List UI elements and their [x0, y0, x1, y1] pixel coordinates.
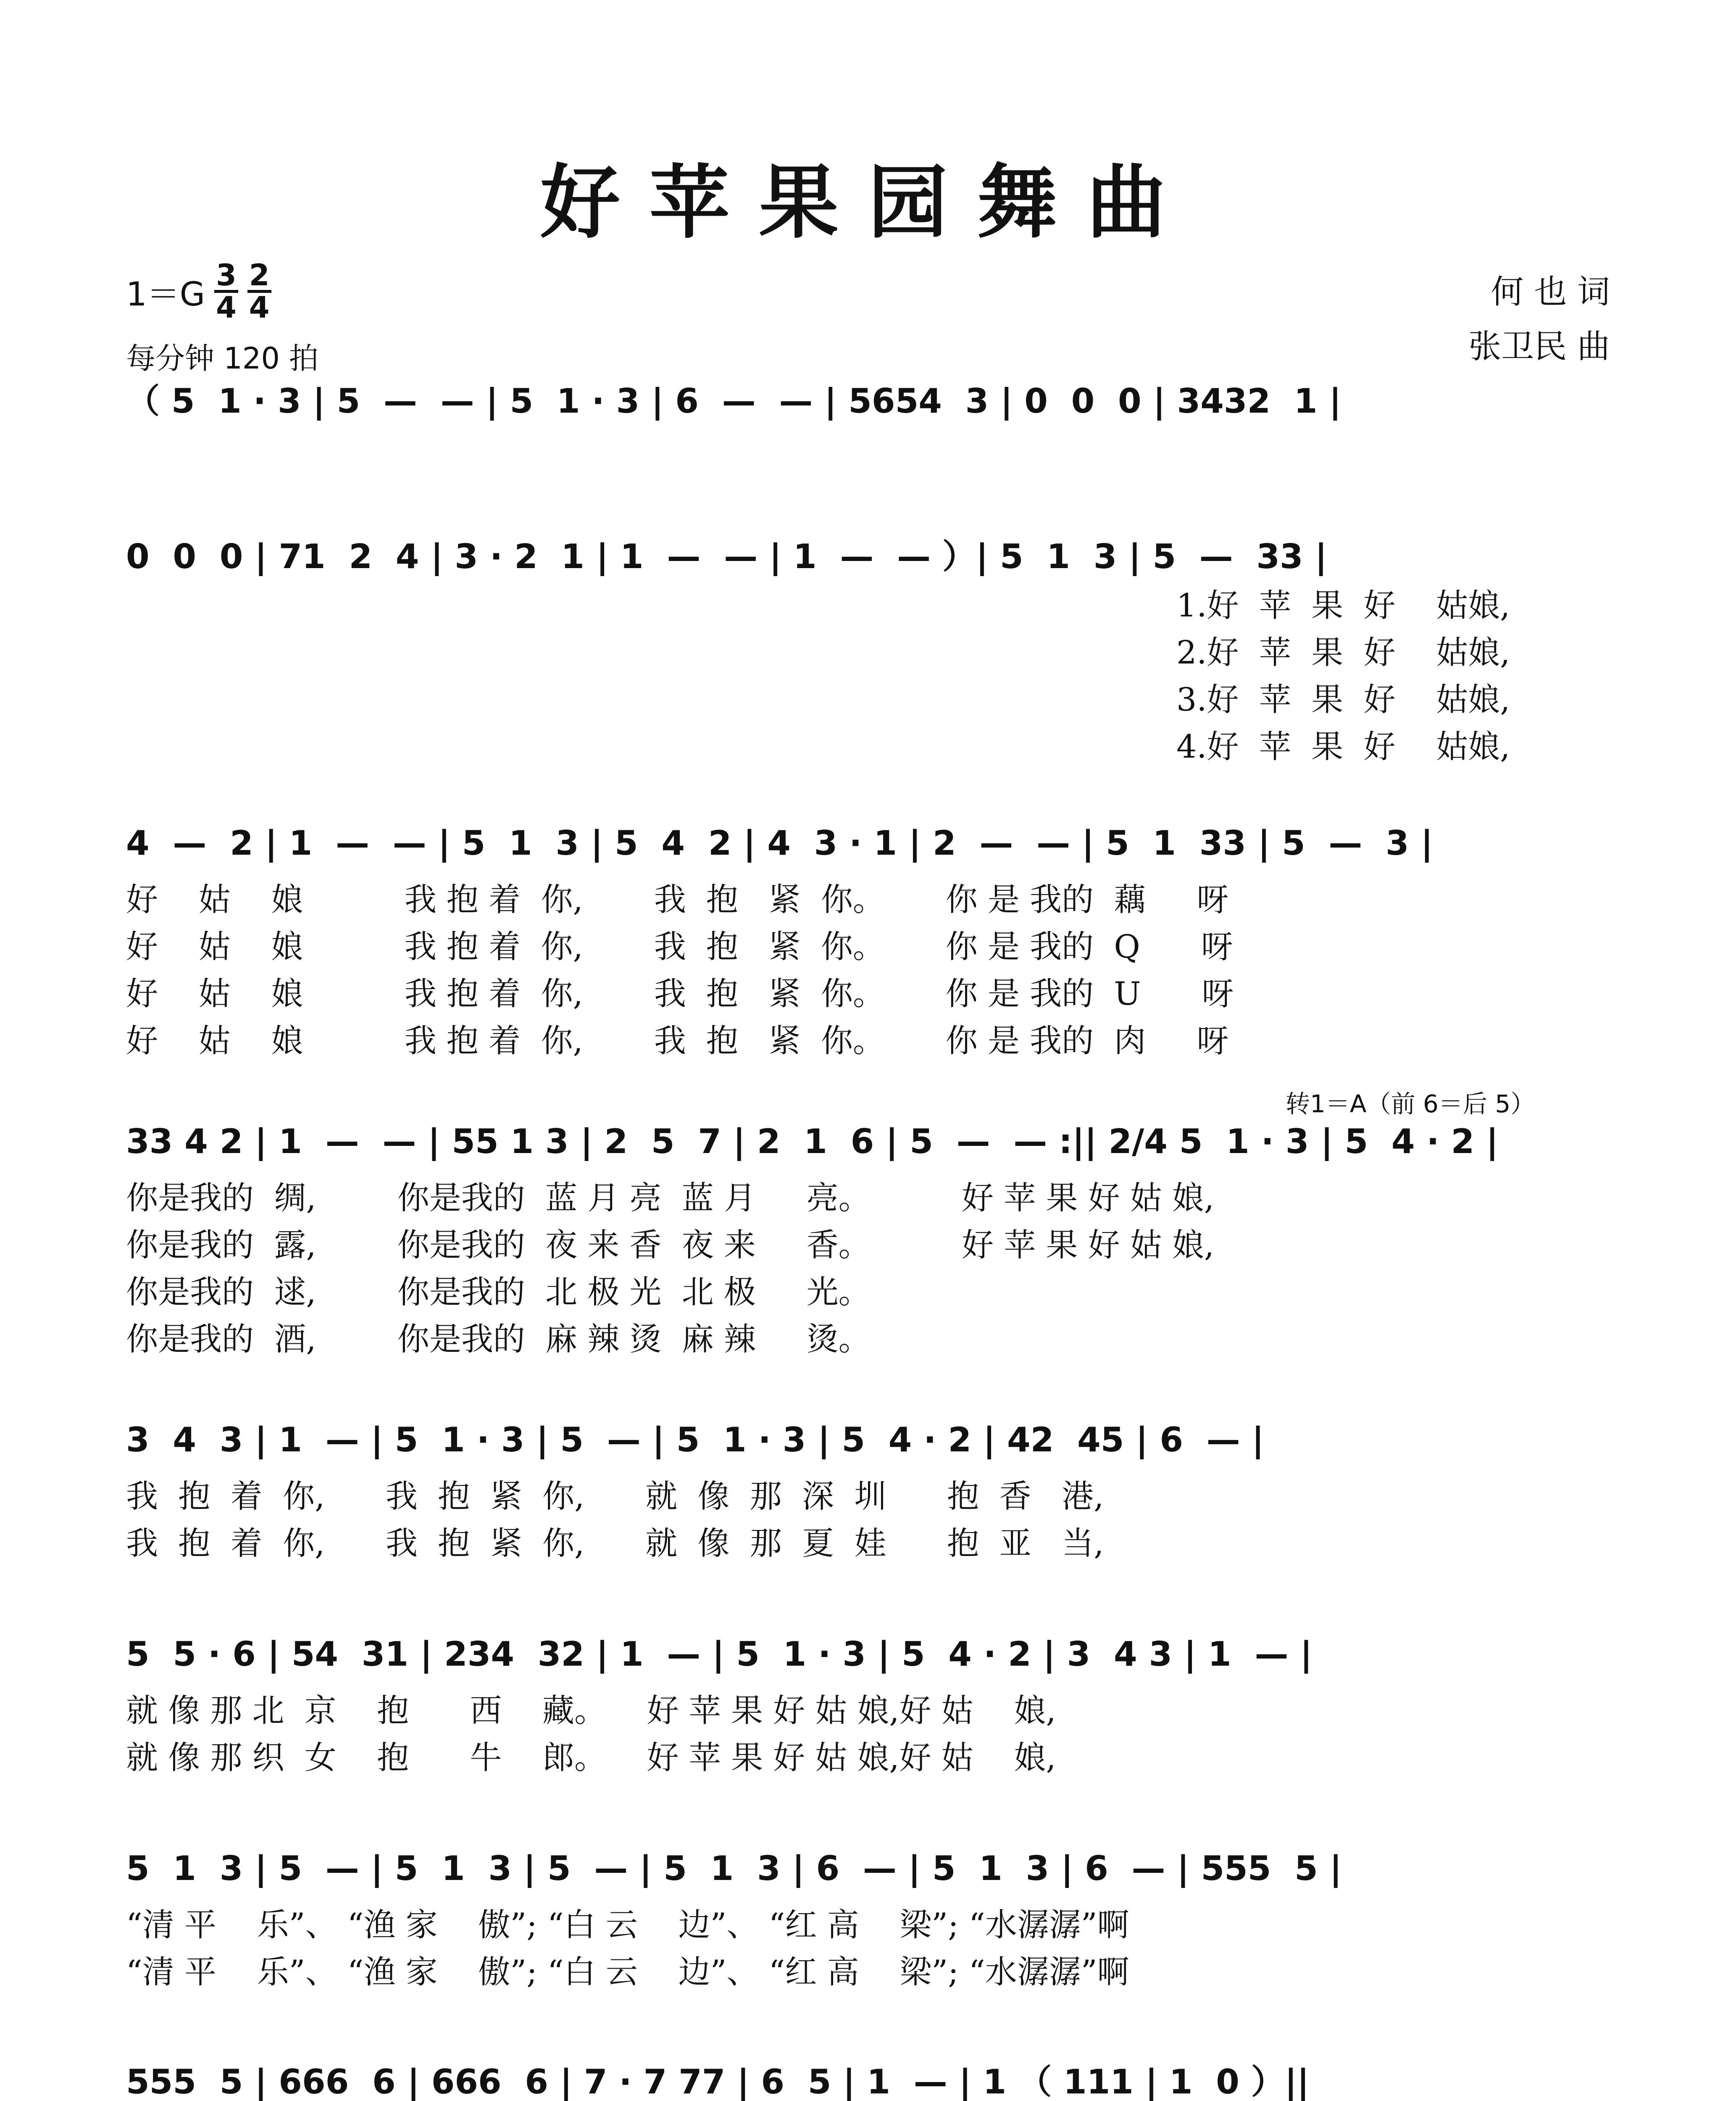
tempo-marking: 每分钟 120 拍 [126, 341, 319, 376]
score-line [126, 1109, 1613, 1361]
lyric-row [126, 1732, 1613, 1779]
lyric-text: 1.好 苹 果 好 姑娘, [1176, 587, 1510, 624]
lyric-text: 好 姑 娘 我 抱 着 你, 我 抱 紧 你。 你 是 我的 Q 呀 [126, 928, 1233, 965]
lyric-row [126, 1518, 1613, 1565]
lyric-row [126, 1685, 1613, 1732]
lyric-row [126, 580, 1613, 627]
lyric-text: 我 抱 着 你, 我 抱 紧 你, 就 像 那 夏 娃 抱 亚 当, [126, 1524, 1104, 1562]
jianpu-notes: 33 4 2 | 1 — — | 55 1 3 | 2 5 7 | 2 1 6 | 5 — — :|| 2/4 5 1 · 3 | 5 4 · 2 | [126, 1122, 1499, 1161]
composer-credit: 张卫民 曲 [1468, 328, 1610, 366]
lyric-row [126, 1219, 1613, 1266]
notation-row [126, 1109, 1613, 1172]
notation-row [126, 517, 1613, 580]
time-signature-2 [247, 258, 271, 325]
credits [1468, 265, 1610, 374]
lyric-row [126, 1899, 1613, 1946]
lyric-row [126, 1471, 1613, 1518]
lyric-row [126, 968, 1613, 1015]
score-line [126, 517, 1613, 768]
lyric-text: “清 平 乐”、 “渔 家 傲”; “白 云 边”、 “红 高 梁”; “水潺潺”啊 [126, 1953, 1129, 1990]
lyric-row [126, 921, 1613, 968]
time1-numerator: 3 [214, 261, 238, 293]
lyric-text: 2.好 苹 果 好 姑娘, [1176, 634, 1510, 671]
jianpu-notes: 5 5 · 6 | 54 31 | 234 32 | 1 — | 5 1 · 3 | 5 4 · 2 | 3 4 3 | 1 — | [126, 1635, 1313, 1674]
lyric-text: 你是我的 酒, 你是我的 麻 辣 烫 麻 辣 烫。 [126, 1320, 871, 1358]
time1-denominator: 4 [216, 290, 237, 325]
score-line [126, 811, 1613, 1062]
key-text: 1＝G [126, 275, 205, 313]
lyric-text: 3.好 苹 果 好 姑娘, [1176, 681, 1510, 718]
notation-row [126, 361, 1613, 424]
notation-row [126, 1836, 1613, 1899]
lyric-text: 我 抱 着 你, 我 抱 紧 你, 就 像 那 深 圳 抱 香 港, [126, 1477, 1104, 1515]
lyric-text: 你是我的 绸, 你是我的 蓝 月 亮 蓝 月 亮。 好 苹 果 好 姑 娘, [126, 1179, 1215, 1216]
notation-row [126, 1622, 1613, 1685]
jianpu-notes: 555 5 | 666 6 | 666 6 | 7 · 7 77 | 6 5 | 1 — | 1 （ 111 | 1 0 ）|| [126, 2062, 1310, 2101]
modulation-marking: 转1＝A（前 6＝后 5） [1286, 1090, 1535, 1118]
lyric-text: 好 姑 娘 我 抱 着 你, 我 抱 紧 你。 你 是 我的 藕 呀 [126, 881, 1229, 918]
lyric-row [126, 1314, 1613, 1361]
lyric-text: 好 姑 娘 我 抱 着 你, 我 抱 紧 你。 你 是 我的 肉 呀 [126, 1022, 1229, 1059]
song-title: 好苹果园舞曲 [540, 155, 1196, 249]
key-signature [126, 258, 271, 325]
lyric-row [126, 874, 1613, 921]
time-signature-1 [214, 258, 238, 325]
score-line [126, 2042, 1613, 2101]
notation-row [126, 1408, 1613, 1471]
lyric-row [126, 1946, 1613, 1993]
score-line [126, 1408, 1613, 1565]
score-line [126, 361, 1613, 424]
lyricist-credit: 何 也 词 [1491, 273, 1610, 311]
lyric-row [126, 1266, 1613, 1314]
notation-row [126, 2042, 1613, 2101]
jianpu-notes: 3 4 3 | 1 — | 5 1 · 3 | 5 — | 5 1 · 3 | 5 4 · 2 | 42 45 | 6 — | [126, 1420, 1264, 1459]
lyric-text: 就 像 那 织 女 抱 牛 郎。 好 苹 果 好 姑 娘,好 姑 娘, [126, 1739, 1056, 1776]
lyric-text: “清 平 乐”、 “渔 家 傲”; “白 云 边”、 “红 高 梁”; “水潺潺”啊 [126, 1906, 1129, 1943]
notation-row [126, 811, 1613, 874]
lyric-row [126, 674, 1613, 721]
time2-numerator: 2 [247, 261, 271, 293]
lyric-text: 你是我的 逑, 你是我的 北 极 光 北 极 光。 [126, 1273, 871, 1311]
lyric-text: 你是我的 露, 你是我的 夜 来 香 夜 来 香。 好 苹 果 好 姑 娘, [126, 1226, 1215, 1264]
score-line [126, 1622, 1613, 1779]
jianpu-notes: （ 5 1 · 3 | 5 — — | 5 1 · 3 | 6 — — | 5654 3 | 0 0 0 | 3432 1 | [126, 382, 1341, 421]
time2-denominator: 4 [249, 290, 270, 325]
jianpu-notes: 4 — 2 | 1 — — | 5 1 3 | 5 4 2 | 4 3 · 1 | 2 — — | 5 1 33 | 5 — 3 | [126, 824, 1433, 863]
jianpu-notes: 5 1 3 | 5 — | 5 1 3 | 5 — | 5 1 3 | 6 — | 5 1 3 | 6 — | 555 5 | [126, 1849, 1342, 1888]
lyric-row [126, 1015, 1613, 1062]
jianpu-notes: 0 0 0 | 71 2 4 | 3 · 2 1 | 1 — — | 1 — — ）| 5 1 3 | 5 — 33 | [126, 537, 1327, 576]
lyric-row [126, 627, 1613, 674]
lyric-text: 就 像 那 北 京 抱 西 藏。 好 苹 果 好 姑 娘,好 姑 娘, [126, 1692, 1056, 1729]
key-and-tempo [126, 258, 319, 377]
lyric-text: 好 姑 娘 我 抱 着 你, 我 抱 紧 你。 你 是 我的 U 呀 [126, 975, 1234, 1012]
lyric-row [126, 721, 1613, 768]
lyric-text: 4.好 苹 果 好 姑娘, [1176, 728, 1510, 765]
score-line [126, 1836, 1613, 1993]
lyric-row [126, 1172, 1613, 1219]
